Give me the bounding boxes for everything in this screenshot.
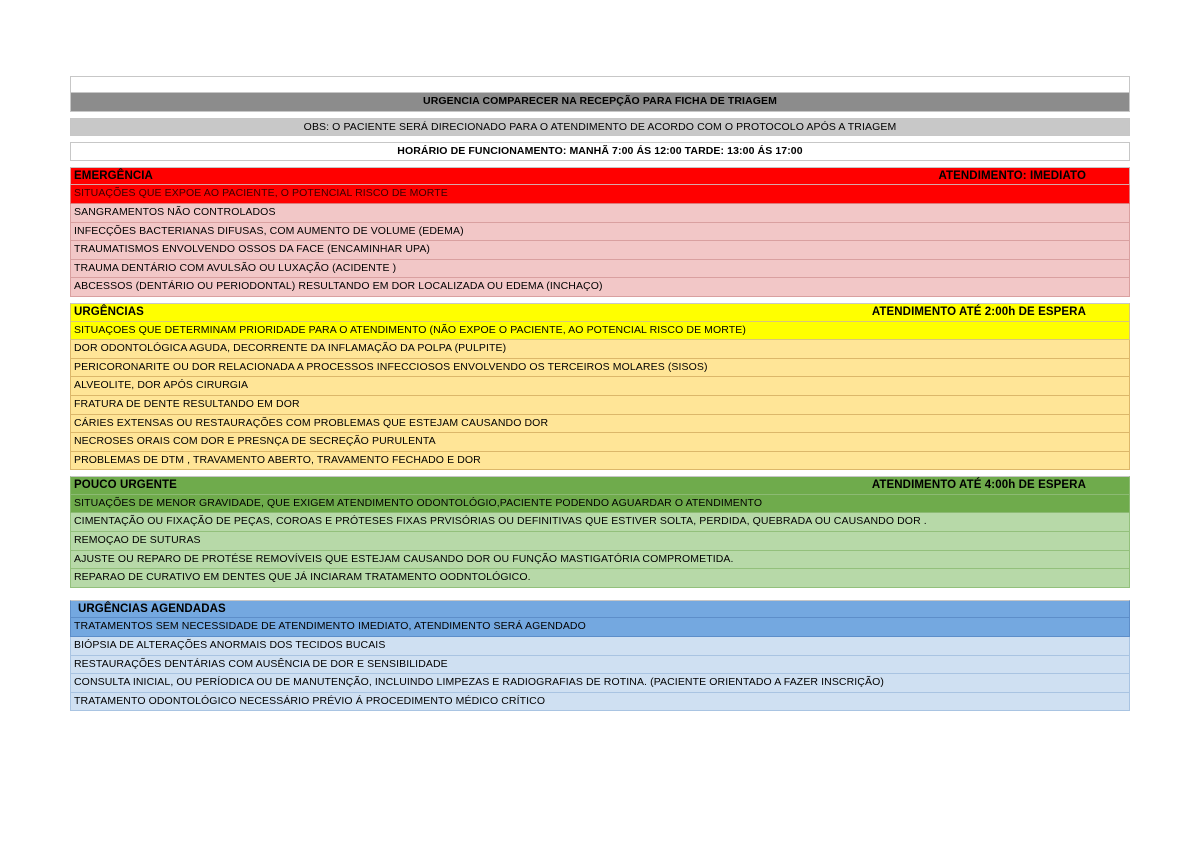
- section-name: POUCO URGENTE: [74, 479, 177, 492]
- section-header: [70, 476, 1130, 495]
- list-item: ABCESSOS (DENTÁRIO OU PERIODONTAL) RESULTANDO EM DOR LOCALIZADA OU EDEMA (INCHAÇO): [70, 278, 1130, 297]
- section-pouco-urgente: [70, 476, 1130, 588]
- section-name: URGÊNCIAS: [74, 305, 144, 318]
- section-name: URGÊNCIAS AGENDADAS: [78, 602, 226, 615]
- list-item: DOR ODONTOLÓGICA AGUDA, DECORRENTE DA INFLAMAÇÃO DA POLPA (PULPITE): [70, 340, 1130, 359]
- section-header: [70, 167, 1130, 186]
- list-item: PERICORONARITE OU DOR RELACIONADA A PROCESSOS INFECCIOSOS ENVOLVENDO OS TERCEIROS MOLARES (SISOS): [70, 359, 1130, 378]
- list-item: REMOÇAO DE SUTURAS: [70, 532, 1130, 551]
- list-item: CONSULTA INICIAL, OU PERÍODICA OU DE MANUTENÇÃO, INCLUINDO LIMPEZAS E RADIOGRAFIAS DE ROTINA. (PACIENTE ORIENTADO A FAZER INSCRIÇÃO): [70, 674, 1130, 693]
- section-header: [70, 303, 1130, 322]
- list-item: PROBLEMAS DE DTM , TRAVAMENTO ABERTO, TRAVAMENTO FECHADO E DOR: [70, 452, 1130, 471]
- section-time: ATENDIMENTO ATÉ 4:00h DE ESPERA: [871, 479, 1086, 492]
- list-item: REPARAO DE CURATIVO EM DENTES QUE JÁ INCIARAM TRATAMENTO OODNTOLÓGICO.: [70, 569, 1130, 588]
- section-name: EMERGÊNCIA: [74, 169, 153, 182]
- section-summary: TRATAMENTOS SEM NECESSIDADE DE ATENDIMENTO IMEDIATO, ATENDIMENTO SERÁ AGENDADO: [70, 618, 1130, 637]
- list-item: CÁRIES EXTENSAS OU RESTAURAÇÕES COM PROBLEMAS QUE ESTEJAM CAUSANDO DOR: [70, 415, 1130, 434]
- sheet-title: URGENCIA COMPARECER NA RECEPÇÃO PARA FICHA DE TRIAGEM: [70, 93, 1130, 112]
- list-item: CIMENTAÇÃO OU FIXAÇÃO DE PEÇAS, COROAS E PRÓTESES FIXAS PRVISÓRIAS OU DEFINITIVAS QUE ESTIVER SOLTA, PERDIDA, QUEBRADA OU CAUSANDO DOR .: [70, 513, 1130, 532]
- list-item: BIÓPSIA DE ALTERAÇÕES ANORMAIS DOS TECIDOS BUCAIS: [70, 637, 1130, 656]
- section-emergencia: [70, 167, 1130, 297]
- blank-row: [70, 76, 1130, 93]
- list-item: RESTAURAÇÕES DENTÁRIAS COM AUSÊNCIA DE DOR E SENSIBILIDADE: [70, 656, 1130, 675]
- section-urgencias: [70, 303, 1130, 470]
- opening-hours: HORÁRIO DE FUNCIONAMENTO: MANHÃ 7:00 ÁS 12:00 TARDE: 13:00 ÁS 17:00: [70, 142, 1130, 161]
- list-item: NECROSES ORAIS COM DOR E PRESNÇA DE SECREÇÃO PURULENTA: [70, 433, 1130, 452]
- section-time: ATENDIMENTO: IMEDIATO: [938, 169, 1086, 182]
- section-urgencias-agendadas: [70, 600, 1130, 712]
- obs-note: OBS: O PACIENTE SERÁ DIRECIONADO PARA O ATENDIMENTO DE ACORDO COM O PROTOCOLO APÓS A TRIAGEM: [70, 118, 1130, 137]
- list-item: INFECÇÕES BACTERIANAS DIFUSAS, COM AUMENTO DE VOLUME (EDEMA): [70, 223, 1130, 242]
- section-summary: SITUAÇÕES QUE EXPOE AO PACIENTE, O POTENCIAL RISCO DE MORTE: [70, 185, 1130, 204]
- list-item: SANGRAMENTOS NÃO CONTROLADOS: [70, 204, 1130, 223]
- list-item: ALVEOLITE, DOR APÓS CIRURGIA: [70, 377, 1130, 396]
- section-summary: SITUAÇÕES DE MENOR GRAVIDADE, QUE EXIGEM ATENDIMENTO ODONTOLÓGIO,PACIENTE PODENDO AGUARDAR O ATENDIMENTO: [70, 495, 1130, 514]
- list-item: AJUSTE OU REPARO DE PROTÉSE REMOVÍVEIS QUE ESTEJAM CAUSANDO DOR OU FUNÇÃO MASTIGATÓRIA COMPROMETIDA.: [70, 551, 1130, 570]
- triage-sheet: [70, 76, 1130, 711]
- list-item: TRAUMA DENTÁRIO COM AVULSÃO OU LUXAÇÃO (ACIDENTE ): [70, 260, 1130, 279]
- section-header: [70, 600, 1130, 619]
- list-item: TRAUMATISMOS ENVOLVENDO OSSOS DA FACE (ENCAMINHAR UPA): [70, 241, 1130, 260]
- list-item: TRATAMENTO ODONTOLÓGICO NECESSÁRIO PRÉVIO Á PROCEDIMENTO MÉDICO CRÍTICO: [70, 693, 1130, 712]
- section-summary: SITUAÇOES QUE DETERMINAM PRIORIDADE PARA O ATENDIMENTO (NÃO EXPOE O PACIENTE, AO POTENCIAL RISCO DE MORTE): [70, 322, 1130, 341]
- section-time: ATENDIMENTO ATÉ 2:00h DE ESPERA: [871, 305, 1086, 318]
- list-item: FRATURA DE DENTE RESULTANDO EM DOR: [70, 396, 1130, 415]
